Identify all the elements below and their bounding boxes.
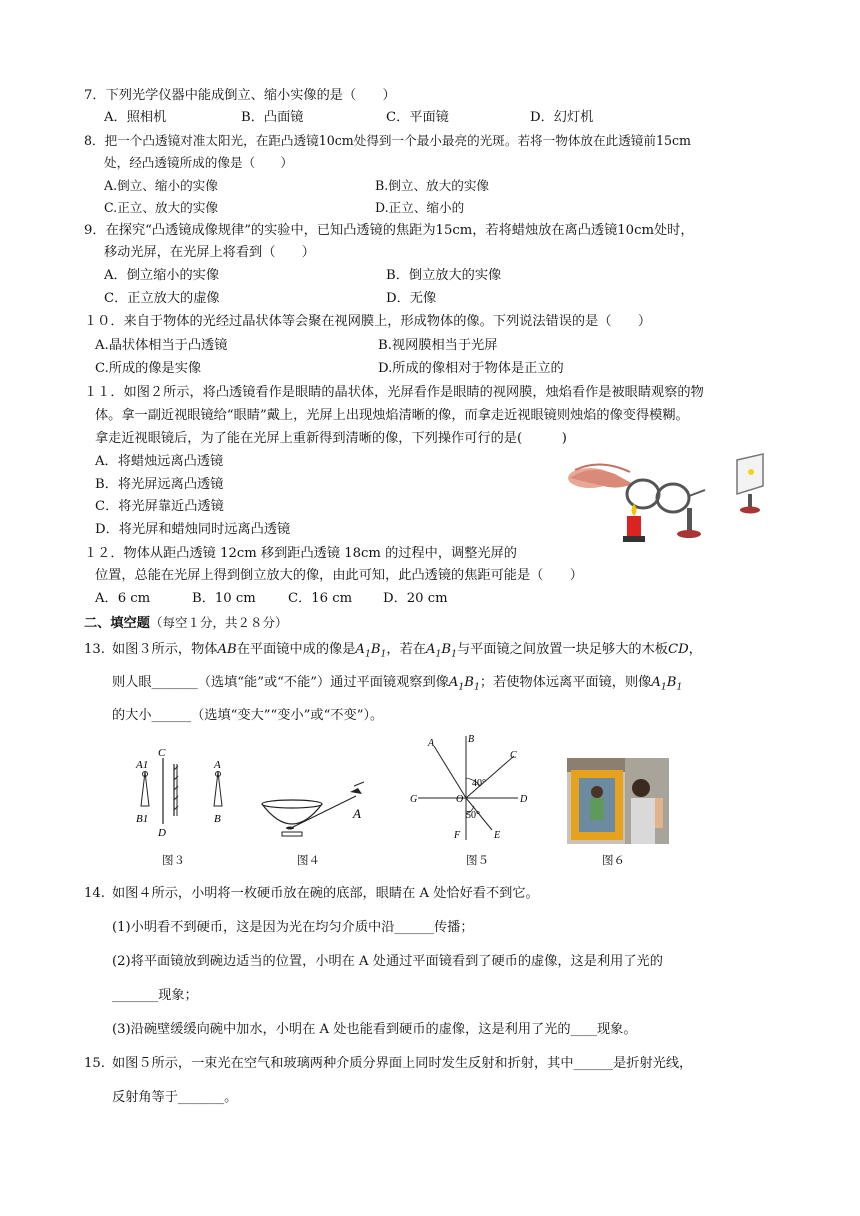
fig3-label-b1: B1 xyxy=(136,813,149,825)
q7-option-d: D．幻灯机 xyxy=(530,110,594,125)
q13-var-a1b1: $A_1B_1$ xyxy=(448,675,480,693)
q13-text: 如图３所示，物体 xyxy=(112,642,218,657)
q12-option-a: A．6 cm xyxy=(95,591,151,606)
fig5-label-g: G xyxy=(410,794,418,805)
q11-option-c: C．将光屏靠近凸透镜 xyxy=(95,499,224,514)
q9-option-a: A．倒立缩小的实像 xyxy=(104,268,220,283)
figure-3-caption: 图３ xyxy=(162,853,185,867)
figure-4-caption: 图４ xyxy=(297,853,320,867)
q13-text: 与平面镜之间放置一块足够大的木板 xyxy=(457,642,668,657)
q10-option-b: B.视网膜相当于光屏 xyxy=(378,338,498,353)
q7-option-c: C．平面镜 xyxy=(386,110,449,125)
q13-number: 13. xyxy=(84,642,105,657)
q9-option-c: C．正立放大的虚像 xyxy=(104,291,220,306)
figure-5-caption: 图５ xyxy=(466,853,489,867)
q13-line2 xyxy=(112,674,682,697)
q14-sub2-line1: (2)将平面镜放到碗边适当的位置，小明在 A 处通过平面镜看到了硬币的虚像，这是利用了光的 xyxy=(112,954,663,969)
q14-line1: 如图４所示，小明将一枚硬币放在碗的底部，眼睛在 A 处恰好看不到它。 xyxy=(112,886,539,901)
fig4-label-a: A xyxy=(353,806,361,821)
q12-option-b: B．10 cm xyxy=(192,591,256,606)
figure-2-eyeglasses-image xyxy=(565,450,775,550)
q9-stem-line1: 9．在探究“凸透镜成像规律”的实验中，已知凸透镜的焦距为15cm，若将蜡烛放在离凸透镜10cm处时， xyxy=(84,223,694,238)
q13-text: ， xyxy=(688,642,702,657)
q12-stem-line1: １２．物体从距凸透镜 12cm 移到距凸透镜 18cm 的过程中，调整光屏的 xyxy=(84,546,517,561)
fig5-angle-40: 40° xyxy=(472,778,486,789)
figure-5-refraction-diagram xyxy=(404,732,534,842)
fig5-label-a: A xyxy=(428,738,435,749)
q8-option-b: B.倒立、放大的实像 xyxy=(375,178,490,193)
fig5-label-d: D xyxy=(520,794,528,805)
q13-line1 xyxy=(112,641,702,664)
q8-option-c: C.正立、放大的实像 xyxy=(104,200,218,215)
section-2-note: （每空１分，共２８分） xyxy=(149,615,288,630)
fig5-label-c: C xyxy=(510,750,517,761)
q11-option-d: D．将光屏和蜡烛同时远离凸透镜 xyxy=(95,522,291,537)
q12-stem-line2: 位置，总能在光屏上得到倒立放大的像，由此可知，此凸透镜的焦距可能是（ ） xyxy=(95,568,583,583)
q15-line1: 如图５所示，一束光在空气和玻璃两种介质分界面上同时发生反射和折射，其中______是折射光线， xyxy=(112,1056,693,1071)
fig3-label-a: A xyxy=(214,759,221,771)
fig5-label-b: B xyxy=(468,734,475,745)
q14-sub3: (3)沿碗壁缓缓向碗中加水，小明在 A 处也能看到硬币的虚像，这是利用了光的____现象。 xyxy=(112,1022,637,1037)
q13-text: 则人眼_______（选填“能”或“不能”）通过平面镜观察到像 xyxy=(112,675,449,690)
section-2-title: 二、填空题 xyxy=(84,616,150,631)
q9-option-b: B．倒立放大的实像 xyxy=(386,268,502,283)
q13-text: ；若使物体远离平面镜，则像 xyxy=(479,675,652,690)
q13-text: 在平面镜中成的像是 xyxy=(236,642,356,657)
q7-option-b: B．凸面镜 xyxy=(241,110,304,125)
q11-stem-line1: １１．如图２所示，将凸透镜看作是眼睛的晶状体，光屏看作是眼睛的视网膜，烛焰看作是被眼睛观察的物 xyxy=(84,385,704,400)
q13-line3: 的大小______（选填“变大”“变小”或“不变”）。 xyxy=(112,708,384,723)
fig5-label-e: E xyxy=(494,830,501,841)
q13-text: ，若在 xyxy=(386,642,426,657)
q10-stem: １０．来自于物体的光经过晶状体等会聚在视网膜上，形成物体的像。下列说法错误的是（ ） xyxy=(84,314,652,329)
figure-6-photo xyxy=(567,758,669,844)
q9-option-d: D．无像 xyxy=(386,291,437,306)
q13-var-cd: CD xyxy=(668,642,689,657)
q8-option-d: D.正立、缩小的 xyxy=(375,200,465,215)
q14-sub2-line2: _______现象； xyxy=(112,988,198,1003)
q10-option-d: D.所成的像相对于物体是正立的 xyxy=(378,361,564,376)
q8-option-a: A.倒立、缩小的实像 xyxy=(104,178,218,193)
q10-option-a: A.晶状体相当于凸透镜 xyxy=(95,338,228,353)
q15-number: 15. xyxy=(84,1056,105,1071)
section-2-heading xyxy=(84,614,287,633)
q11-stem-line2: 体。拿一副近视眼镜给“眼睛”戴上，光屏上出现烛焰清晰的像，而拿走近视眼镜则烛焰的像变得模糊。 xyxy=(95,408,689,423)
q13-var-ab: AB xyxy=(217,642,237,657)
q12-option-c: C．16 cm xyxy=(288,591,353,606)
figure-6-caption: 图６ xyxy=(602,853,625,867)
q15-line2: 反射角等于_______。 xyxy=(112,1090,238,1105)
q11-option-b: B．将光屏远离凸透镜 xyxy=(95,477,224,492)
figure-3-mirror-diagram xyxy=(130,746,240,838)
q12-option-d: D．20 cm xyxy=(383,591,448,606)
q10-option-c: C.所成的像是实像 xyxy=(95,361,202,376)
fig3-label-a1: A1 xyxy=(136,759,149,771)
q9-stem-line2: 移动光屏，在光屏上将看到（ ） xyxy=(104,245,315,260)
fig5-angle-50: 50° xyxy=(466,810,480,821)
q11-stem-line3: 拿走近视眼镜后，为了能在光屏上重新得到清晰的像，下列操作可行的是( ) xyxy=(95,431,567,446)
q14-sub1: (1)小明看不到硬币，这是因为光在均匀介质中沿______传播； xyxy=(112,920,474,935)
q14-number: 14. xyxy=(84,886,105,901)
q13-var-a1b1: $A_1B_1$ xyxy=(651,675,683,693)
fig3-label-d: D xyxy=(158,827,166,838)
q8-stem-line2: 处，经凸透镜所成的像是（ ） xyxy=(104,155,293,170)
fig3-label-c: C xyxy=(158,747,166,759)
q11-option-a: A．将蜡烛远离凸透镜 xyxy=(95,454,224,469)
q7-stem: 7．下列光学仪器中能成倒立、缩小实像的是（ ） xyxy=(84,88,396,103)
q8-stem-line1: 8．把一个凸透镜对准太阳光，在距凸透镜10cm处得到一个最小最亮的光斑。若将一物体放在此透镜前15cm xyxy=(84,133,691,148)
fig3-label-b: B xyxy=(214,813,221,825)
q13-var-a1b1: $A_1B_1$ xyxy=(425,642,457,660)
fig5-label-o: O xyxy=(456,794,464,805)
fig5-label-f: F xyxy=(454,830,461,841)
q7-option-a: A．照相机 xyxy=(104,110,167,125)
figure-4-bowl-diagram xyxy=(258,770,378,840)
q13-var-a1b1: $A_1B_1$ xyxy=(355,642,387,660)
